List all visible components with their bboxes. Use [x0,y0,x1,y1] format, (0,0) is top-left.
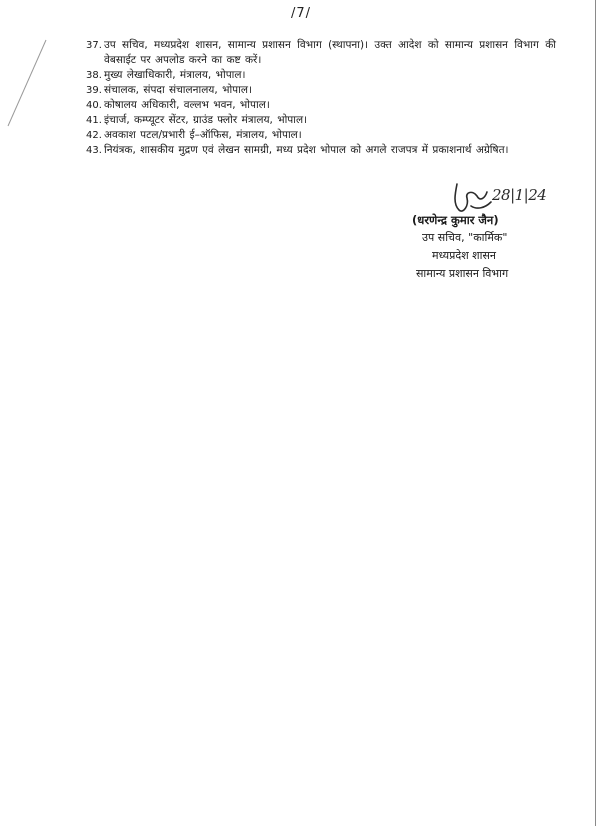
item-number: 42. [86,130,102,141]
item-text: इंचार्ज, कम्प्यूटर सेंटर, ग्राउंड फ्लोर मंत्रालय, भोपाल। [104,114,308,126]
item-number: 41. [86,115,102,126]
list-item [86,38,556,68]
list-item [86,113,556,128]
item-number: 39. [86,85,102,96]
item-text: नियंत्रक, शासकीय मुद्रण एवं लेखन सामग्री, मध्य प्रदेश भोपाल को अगले राजपत्र में प्रकाशनार्थ अग्रेषित। [104,144,509,156]
item-text: मुख्य लेखाधिकारी, मंत्रालय, भोपाल। [104,69,246,81]
distribution-list [86,38,556,158]
item-number: 38. [86,70,102,81]
item-number: 40. [86,100,102,111]
signature-date: 28|1|24 [492,186,547,204]
page-number: /7/ [290,6,312,21]
signer-government: मध्यप्रदेश शासन [432,249,497,262]
list-item [86,83,556,98]
item-number: 43. [86,145,102,156]
signature-block [392,180,562,290]
signer-department: सामान्य प्रशासन विभाग [416,267,509,280]
signer-name: (धरणेन्द्र कुमार जैन) [412,213,499,227]
list-item [86,68,556,83]
item-text: संचालक, संपदा संचालनालय, भोपाल। [104,84,252,96]
list-item [86,98,556,113]
item-number: 37. [86,40,102,51]
signer-designation: उप सचिव, "कार्मिक" [422,231,508,244]
scan-edge-right [595,0,596,826]
item-text: कोषालय अधिकारी, वल्लभ भवन, भोपाल। [104,99,270,111]
list-item [86,128,556,143]
list-item [86,143,556,158]
item-text: अवकाश पटल/प्रभारी ई–ऑफिस, मंत्रालय, भोपाल। [104,129,302,141]
scan-edge-line [0,0,60,140]
item-text: उप सचिव, मध्यप्रदेश शासन, सामान्य प्रशासन विभाग (स्थापना)। उक्त आदेश को सामान्य प्रशासन विभाग की वेबसाईट पर अपलोड करने का कष्ट करें। [104,39,556,66]
